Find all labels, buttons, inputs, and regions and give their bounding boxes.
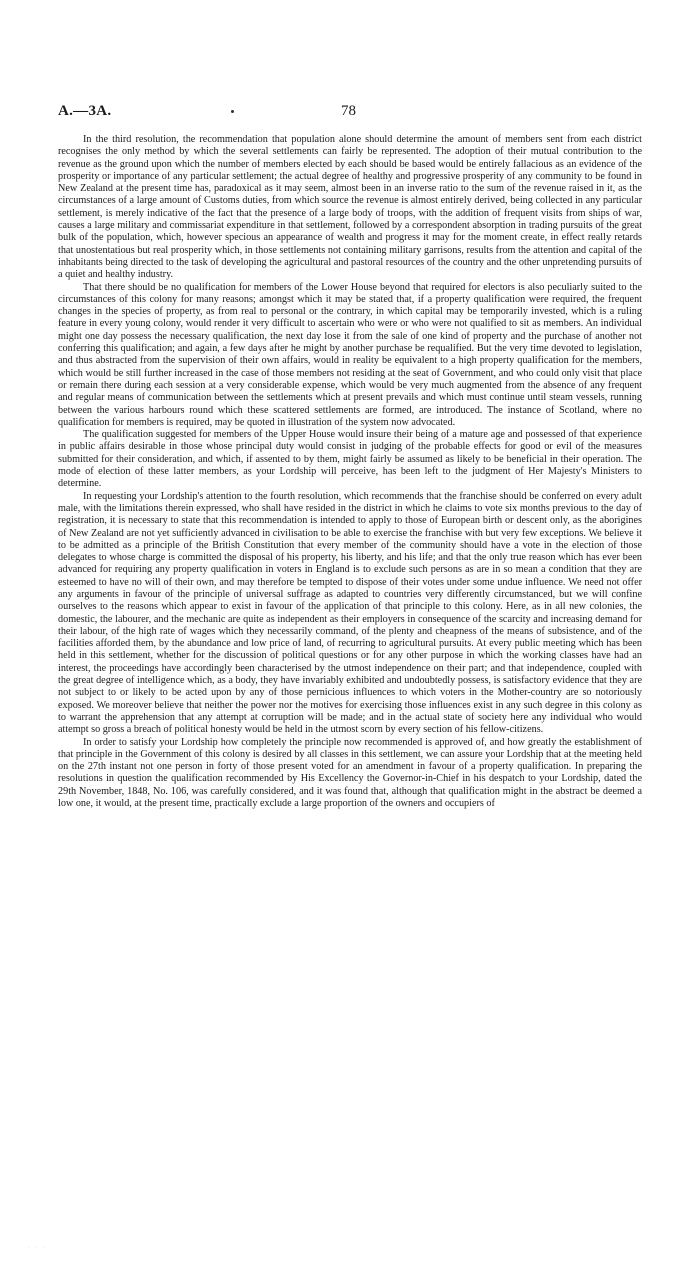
paragraph-upper-house-qualification: The qualification suggested for members of the Upper House would insure their being of a mature age and possessed of that experience in public affairs desirable in those whose principal duty would consist in judging of the probable effects for good or evil of the measures submitted for their consideration, and which, if assented to by them, might fairly be assumed as likely to be beneficial in their operation. The mode of election of these latter members, as your Lordship will perceive, has been left to the judgment of Her Majesty's Ministers to determine. <box>58 429 642 490</box>
paragraph-public-approval: In order to satisfy your Lordship how completely the principle now recommended is approved of, and how greatly the establishment of that principle in the Government of this colony is desired by all classes in this settlement, we can assure your Lordship that at the meeting held on the 27th instant not one person in forty of those present voted for an amendment in favour of a property qualification. In preparing the resolutions in question the qualification recommended by His Excellency the Governor-in-Chief in his despatch to your Lordship, dated the 29th November, 1848, No. 106, was carefully considered, and it was found that, although that qualification might in the abstract be deemed a low one, it would, at the present time, practically exclude a large proportion of the owners and occupiers of <box>58 736 642 810</box>
paragraph-lower-house-qualification: That there should be no qualification for members of the Lower House beyond that required for electors is also peculiarly suited to the circumstances of this colony for many reasons; amongst which it may be stated that, if a property qualification were required, the frequent changes in the species of property, as from real to personal or the contrary, in which capital may be temporarily invested, which is a ruling feature in every young colony, would render it very difficult to ascertain who were or who were not qualified to sit as members. An individual might one day possess the necessary qualification, the next day lose it from the sale of one kind of property and the purchase of another not conferring this qualification; and again, a few days after he might by another purchase be requalified. But the very time devoted to legislation, and thus abstracted from the supervision of their own affairs, would in reality be equivalent to a high property qualification for the members, which would be still further increased in the case of those members not residing at the seat of Government, and who could only visit that place or remain there during each session at a very considerable expense, which would be very much augmented from the absence of any frequent and regular means of communication between the settlements which at present prevails and which must continue until steam vessels, running between the various harbours round which these scattered settlements are formed, are introduced. The instance of Scotland, where no qualification for members is required, may be quoted in illustration of the system now advocated. <box>58 281 642 428</box>
printer-dot <box>231 110 234 113</box>
paragraph-fourth-resolution-franchise: In requesting your Lordship's attention to the fourth resolution, which recommends that the franchise should be conferred on every adult male, with the limitations therein expressed, who shall have resided in the district in which he claims to vote six months previous to the day of registration, it is necessary to state that this recommendation is intended to apply to those of European birth or descent only, as the aborigines of New Zealand are not yet sufficiently advanced in civilisation to be able to exercise the franchise with but very few exceptions. We believe it to be admitted as a principle of the British Constitution that every member of the community should have a vote in the election of those delegates to whose charge is committed the disposal of his property, his liberty, and his life; and that the only true reason which has ever been advanced for requiring any property qualification in voters in England is to exclude such persons as are in so mean a condition that they are esteemed to have no will of their own, and may therefore be tempted to dispose of their votes under some undue influence. We need not offer any arguments in favour of the principle of universal suffrage as adapted to countries very differently circumstanced, but we will confine ourselves to the reasons which appear to exist in favour of the application of that principle to this colony. Here, as in all new colonies, the domestic, the labourer, and the mechanic are quite as independent as their employers in consequence of the scarcity and increasing demand for their labour, of the high rate of wages which they necessarily command, of the plenty and cheapness of the means of subsistence, and of the facilities afforded them, by the abundance and low price of land, of recurring to agricultural pursuits. At every public meeting which has been held in this settlement, whether for the discussion of political questions or for any other purpose in which the working classes have had an interest, the proceedings have accordingly been characterised by the utmost independence on their part; and that independence, coupled with the great degree of intelligence which, as a body, they have invariably exhibited and undoubtedly possess, is satisfactory evidence that they are not subject to or likely to be acted upon by any of those pernicious influences to which voters in the Mother-country are so notoriously exposed. We moreover believe that neither the power nor the motives for exercising those influences exist in any such degree in this colony as to warrant the apprehension that any attempt at corruption will be made; and in the actual state of society here any individual who would attempt so gross a breach of political honesty would be held in the utmost scorn by every section of his fellow-citizens. <box>58 490 642 736</box>
paragraph-third-resolution: In the third resolution, the recommendation that population alone should determine the amount of members sent from each district recognises the only method by which the several settlements can fairly be represented. The adoption of their mutual contribution to the revenue as the ground upon which the number of members elected by each should be based would be entirely fallacious as an evidence of the prosperity or importance of any particular settlement; the actual degree of healthy and progressive prosperity of any community to be found in New Zealand at the present time has, paradoxical as it may seem, almost been in an inverse ratio to the sum of the revenue raised in it, as the circumstances of a large amount of Customs duties, from which source the revenue is almost entirely derived, being collected in any particular settlement, is merely indicative of the fact that the presence of a large body of troops, with the addition of frequent visits from ships of war, causes a large military and commissariat expenditure in that settlement, followed by a correspondent absorption in trading pursuits of the great bulk of the population, which, however specious an appearance of wealth and progress it may for the moment create, in effect really retards that unostentatious but real prosperity which, in those settlements not containing military garrisons, results from the attention and capital of the inhabitants being directed to the task of developing the agricultural and pastoral resources of the country and the other unpretending pursuits of a quiet and healthy industry. <box>58 134 642 281</box>
running-head <box>58 103 642 123</box>
scan-artifact: · · · <box>28 1245 47 1251</box>
body-text <box>58 134 642 810</box>
page-reference: A.—3A. <box>58 103 112 119</box>
page-number: 78 <box>341 103 356 119</box>
